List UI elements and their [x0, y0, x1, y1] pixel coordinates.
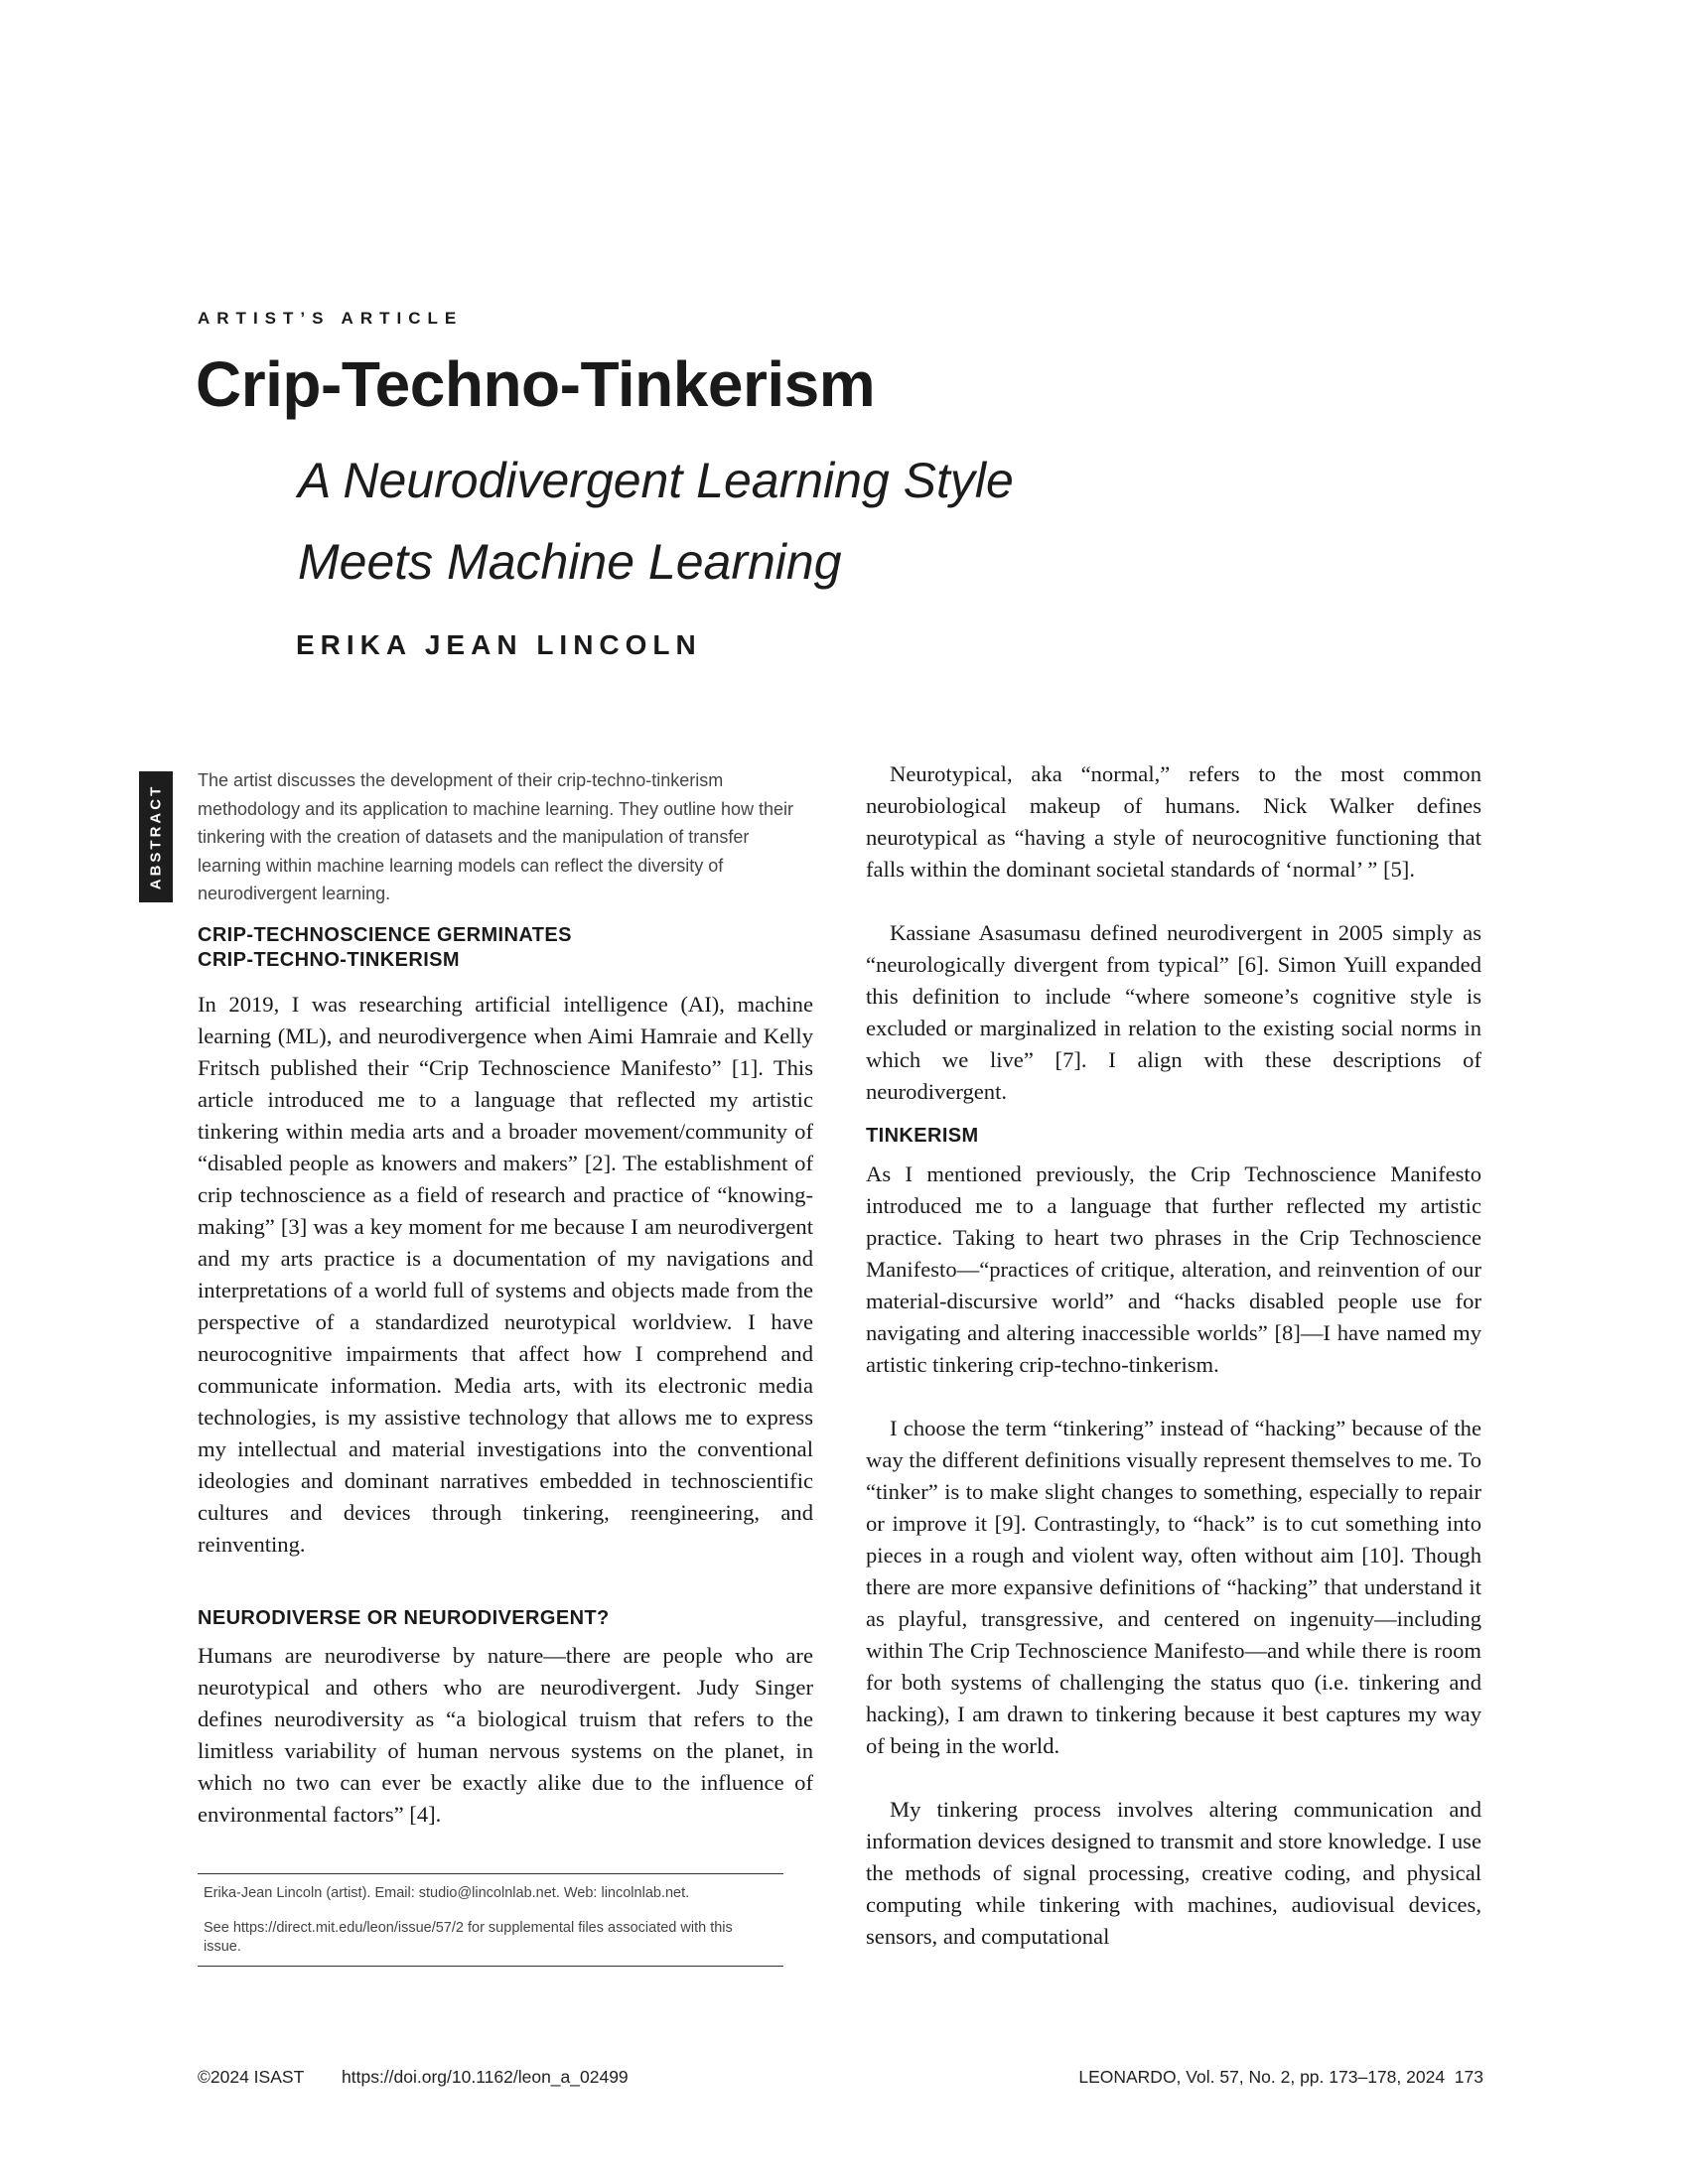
abstract-tab-label: ABSTRACT	[147, 783, 165, 890]
abstract-tab	[139, 771, 173, 902]
body-paragraph: Kassiane Asasumasu defined neurodivergent in 2005 simply as “neurologically divergent from typical” [6]. Simon Yuill expanded this definition to include “where someone’s cognitive style is excluded or marginalized in relation to the existing social norms in which we live” [7]. I align with these descriptions of neurodivergent.	[866, 920, 1481, 1104]
body-paragraph: I choose the term “tinkering” instead of “hacking” because of the way the different definitions visually represent themselves to me. To “tinker” is to make slight changes to something, especially to repair or improve it [9]. Contrastingly, to “hack” is to cut something into pieces in a rough and violent way, often without aim [10]. Though there are more expansive definitions of “hacking” that understand it as playful, transgressive, and centered on ingenuity—including within The Crip Technoscience Manifesto—and while there is room for both systems of challenging the status quo (i.e. tinkering and hacking), I am drawn to tinkering because it best captures my way of being in the world.	[866, 1416, 1481, 1758]
page-number: 173	[1454, 2067, 1483, 2087]
author-contact-note: Erika-Jean Lincoln (artist). Email: studio@lincolnlab.net. Web: lincolnlab.net.	[204, 1885, 690, 1901]
author-name: ERIKA JEAN LINCOLN	[296, 629, 702, 660]
copyright-notice: ©2024 ISAST	[198, 2067, 305, 2087]
footnote-rule	[198, 1966, 783, 1967]
footnote-rule	[198, 1873, 783, 1874]
article-type-label: ARTIST’S ARTICLE	[198, 309, 464, 328]
subtitle-line-1: A Neurodivergent Learning Style	[298, 453, 1014, 508]
body-paragraph: Neurotypical, aka “normal,” refers to the most common neurobiological makeup of humans. Nick Walker defines neurotypical as “having a style of neurocognitive functioning that falls within the dominant societal standards of ‘normal’ ” [5].	[866, 761, 1481, 882]
body-paragraph: As I mentioned previously, the Crip Technoscience Manifesto introduced me to a language that further reflected my artistic practice. Taking to heart two phrases in the Crip Technoscience Manifesto—“practices of critique, alteration, and reinvention of our material-discursive world” and “hacks disabled people use for navigating and altering inaccessible worlds” [8]—I have named my artistic tinkering crip-techno-tinkerism.	[866, 1161, 1481, 1377]
journal-citation	[1078, 2067, 1483, 2088]
supplemental-files-note: See https://direct.mit.edu/leon/issue/57/2 for supplemental files associated with this issue.	[204, 1920, 733, 1955]
abstract-text: The artist discusses the development of their crip-techno-tinkerism methodology and its application to machine learning. They outline how their tinkering with the creation of datasets and the manipulation of transfer learning within machine learning models can reflect the diversity of neurodivergent learning.	[198, 770, 794, 903]
heading-line-2: CRIP-TECHNO-TINKERISM	[198, 949, 460, 971]
doi-link[interactable]: https://doi.org/10.1162/leon_a_02499	[342, 2067, 629, 2087]
section-heading-tinkerism: TINKERISM	[866, 1125, 979, 1147]
body-paragraph: In 2019, I was researching artificial intelligence (AI), machine learning (ML), and neurodivergence when Aimi Hamraie and Kelly Fritsch published their “Crip Technoscience Manifesto” [1]. This article introduced me to a language that reflected my artistic tinkering within media arts and a broader movement/community of “disabled people as knowers and makers” [2]. The establishment of crip technoscience as a field of research and practice of “knowing-making” [3] was a key moment for me because I am neurodivergent and my arts practice is a documentation of my navigations and interpretations of a world full of systems and objects made from the perspective of a standardized neurotypical worldview. I have neurocognitive impairments that affect how I comprehend and communicate information. Media arts, with its electronic media technologies, is my assistive technology that allows me to express my intellectual and material investigations into the conventional ideologies and dominant narratives embedded in technoscientific cultures and devices through tinkering, reengineering, and reinventing.	[198, 992, 813, 1557]
heading-line-1: CRIP-TECHNOSCIENCE GERMINATES	[198, 924, 572, 946]
body-paragraph: My tinkering process involves altering communication and information devices designed to transmit and store knowledge. I use the methods of signal processing, creative coding, and physical computing while tinkering with machines, audiovisual devices, sensors, and computational	[866, 1797, 1481, 1949]
subtitle-line-2: Meets Machine Learning	[298, 534, 842, 590]
article-subtitle	[298, 440, 1014, 603]
section-heading-neurodiverse: NEURODIVERSE OR NEURODIVERGENT?	[198, 1607, 610, 1629]
article-title: Crip-Techno-Tinkerism	[196, 348, 876, 420]
body-paragraph: Humans are neurodiverse by nature—there are people who are neurotypical and others who are neurodivergent. Judy Singer defines neurodiversity as “a biological truism that refers to the limitless variability of human nervous systems on the planet, in which no two can ever be exactly alike due to the influence of environmental factors” [4].	[198, 1643, 813, 1827]
journal-info: LEONARDO, Vol. 57, No. 2, pp. 173–178, 2024	[1078, 2067, 1446, 2087]
section-heading-crip-technoscience	[198, 923, 813, 973]
